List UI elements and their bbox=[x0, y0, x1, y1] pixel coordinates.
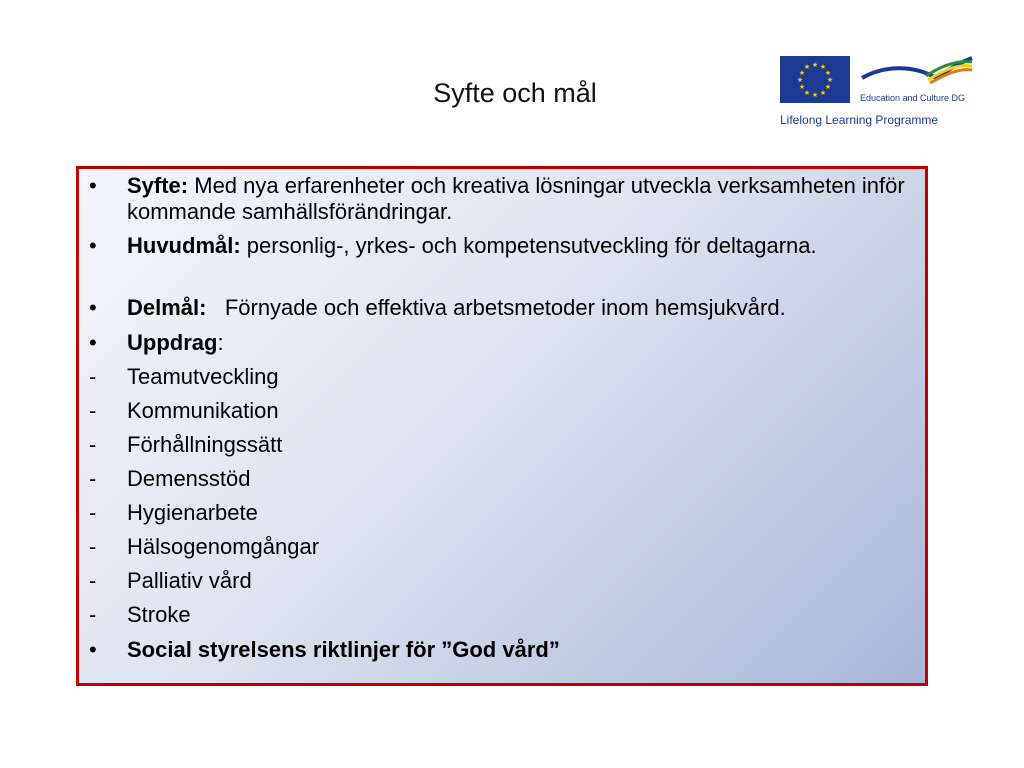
item-text: : bbox=[217, 330, 224, 355]
item-text: Stroke bbox=[127, 602, 191, 627]
svg-text:★: ★ bbox=[798, 83, 806, 91]
dash-marker: - bbox=[89, 500, 97, 525]
education-culture-text: Education and Culture DG bbox=[860, 93, 966, 103]
item-text: Hygienarbete bbox=[127, 500, 258, 525]
svg-text:★: ★ bbox=[796, 76, 804, 84]
svg-text:★: ★ bbox=[826, 76, 834, 84]
bullet-marker: • bbox=[89, 637, 97, 662]
dash-marker: - bbox=[89, 398, 97, 423]
dash-marker: - bbox=[89, 568, 97, 593]
item-text: Med nya erfarenheter och kreativa lösningar utveckla verksamheten inför kommande samhällsförändringar. bbox=[127, 173, 905, 224]
svg-text:★: ★ bbox=[824, 69, 832, 77]
bullet-marker: • bbox=[89, 233, 97, 258]
svg-text:★: ★ bbox=[803, 89, 811, 97]
dash-marker: - bbox=[89, 364, 97, 389]
eu-stars bbox=[780, 56, 850, 103]
item-text: Teamutveckling bbox=[127, 364, 279, 389]
item-text: Kommunikation bbox=[127, 398, 279, 423]
bullet-marker: • bbox=[89, 330, 97, 355]
dash-marker: - bbox=[89, 534, 97, 559]
item-heading: Huvudmål: bbox=[127, 233, 241, 258]
item-text: Förhållningssätt bbox=[127, 432, 283, 457]
item-text: Palliativ vård bbox=[127, 568, 252, 593]
slide-title: Syfte och mål bbox=[433, 78, 597, 108]
item-text: Demensstöd bbox=[127, 466, 251, 491]
item-text: personlig-, yrkes- och kompetensutveckling för deltagarna. bbox=[240, 233, 817, 258]
eu-flag-icon bbox=[780, 56, 850, 103]
item-heading: Syfte: bbox=[127, 173, 189, 198]
item-text: Förnyade och effektiva arbetsmetoder inom hemsjukvård. bbox=[206, 295, 786, 320]
eu-llp-logo bbox=[780, 52, 976, 132]
bullet-marker: • bbox=[89, 295, 97, 320]
svg-text:★: ★ bbox=[824, 83, 832, 91]
bullet-marker: • bbox=[89, 173, 97, 198]
lifelong-learning-text: Lifelong Learning Programme bbox=[780, 113, 939, 127]
item-text: Hälsogenomgångar bbox=[127, 534, 320, 559]
item-heading: Social styrelsens riktlinjer för ”God vård” bbox=[127, 637, 560, 662]
svg-text:★: ★ bbox=[811, 91, 819, 99]
item-heading: Delmål: bbox=[127, 295, 207, 320]
dash-marker: - bbox=[89, 602, 97, 627]
svg-text:★: ★ bbox=[819, 63, 827, 71]
item-heading: Uppdrag bbox=[127, 330, 218, 355]
svg-text:★: ★ bbox=[803, 63, 811, 71]
dash-marker: - bbox=[89, 432, 97, 457]
svg-text:★: ★ bbox=[798, 69, 806, 77]
svg-text:★: ★ bbox=[819, 89, 827, 97]
dash-marker: - bbox=[89, 466, 97, 491]
svg-text:★: ★ bbox=[811, 61, 819, 69]
content-box bbox=[76, 166, 928, 686]
